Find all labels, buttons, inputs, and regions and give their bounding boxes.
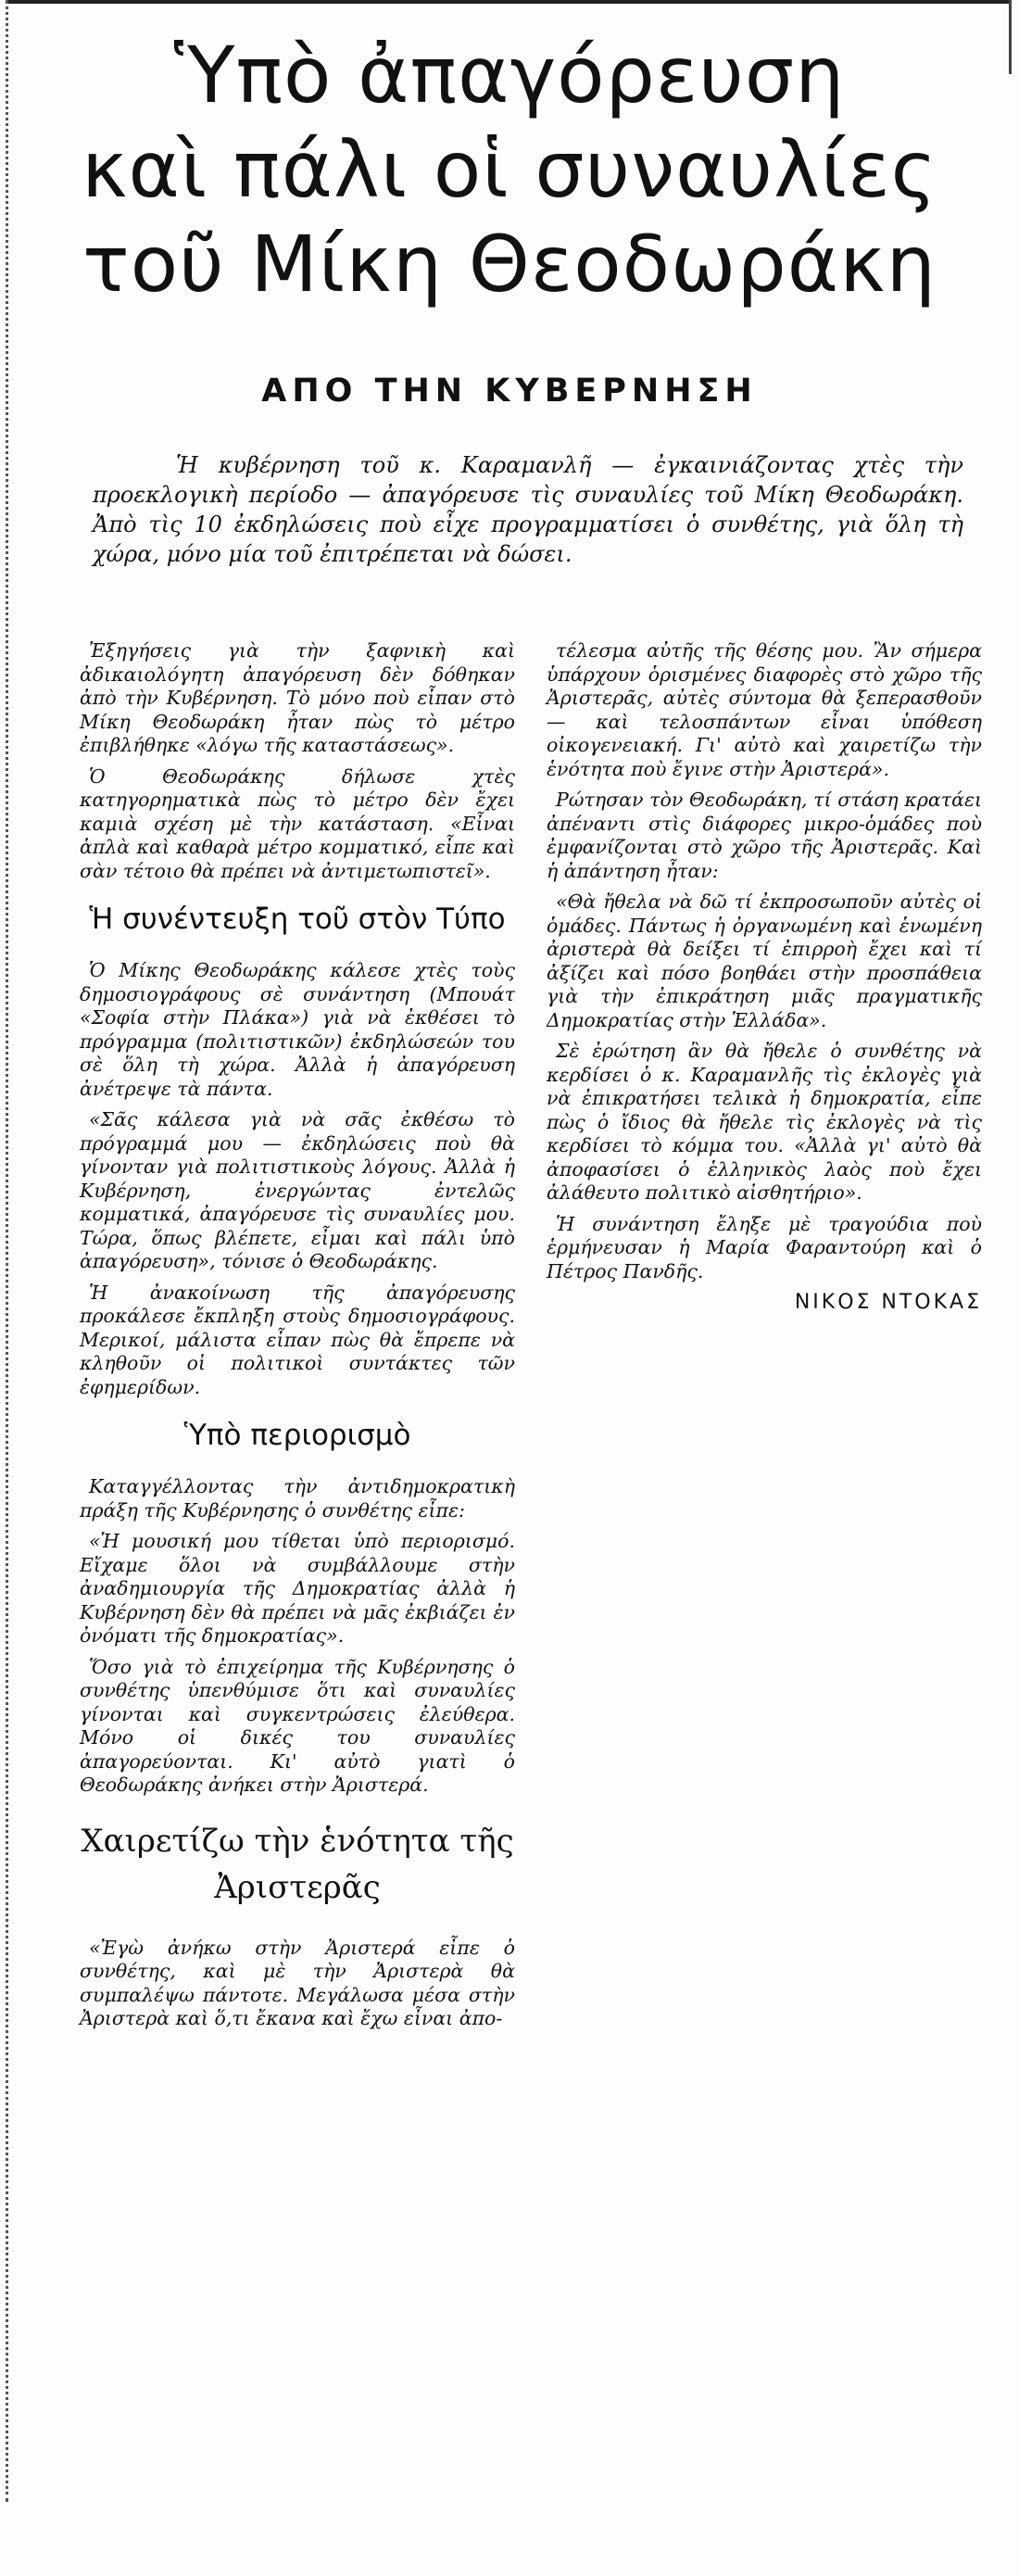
article-kicker: ΑΠΟ ΤΗΝ ΚΥΒΕΡΝΗΣΗ (261, 373, 758, 410)
left-paragraph-2: Ὁ Θεοδωράκης δήλωσε χτὲς κατηγορηματικὰ πὼς τὸ μέτρο δὲν ἔχει καμιὰ σχέση μὲ τὴν κατάσταση. «Εἶναι ἁπλὰ καὶ καθαρὰ μέτρο κομματικό, εἶπε καὶ σὰν τέτοιο θὰ πρέπει νὰ ἀντιμετωπιστεῖ». (80, 764, 515, 882)
left-paragraph-3: Ὁ Μίκης Θεοδωράκης κάλεσε χτὲς τοὺς δημοσιογράφους σὲ συνάντηση (Μπουάτ «Σοφία στὴν Πλάκα») γιὰ νὰ ἐκθέσει τὸ πρόγραμμα (πολιτιστικῶν) ἐκδηλώσεών του σὲ ὅλη τὴ χώρα. Ἀλλὰ ἡ ἀπαγόρευση ἀνέτρεψε τὰ πάντα. (80, 959, 515, 1100)
right-paragraph-4: Σὲ ἐρώτηση ἂν θὰ ἤθελε ὁ συνθέτης νὰ κερδίσει ὁ κ. Καραμανλῆς τὶς ἐκλογὲς γιὰ νὰ ἐπικρατήσει τελικὰ ἡ δημοκρατία, εἶπε πὼς ὁ ἴδιος θὰ ἤθελε τὶς ἐκλογὲς νὰ τὶς κερδίσει τὸ κόμμα του. «Ἀλλὰ γι' αὐτὸ θὰ ἀποφασίσει ὁ ἑλληνικὸς λαὸς ποὺ ἔχει ἀλάθευτο πολιτικὸ αἰσθητήριο». (547, 1040, 982, 1204)
headline-line-1: Ὑπὸ ἀπαγόρευση (173, 30, 846, 120)
left-paragraph-6: Καταγγέλλοντας τὴν ἀντιδημοκρατικὴ πράξη τῆς Κυβέρνησης ὁ συνθέτης εἶπε: (80, 1475, 515, 1522)
clipping-right-edge (1009, 0, 1012, 74)
left-paragraph-4: «Σᾶς κάλεσα γιὰ νὰ σᾶς ἐκθέσω τὸ πρόγραμμά μου — ἐκδηλώσεις ποὺ θὰ γίνονταν γιὰ πολιτιστικοὺς λόγους. Ἀλλὰ ἡ Κυβέρνηση, ἐνεργώντας ἐντελῶς κομματικά, ἀπαγόρευσε τὶς συναυλίες μου. Τώρα, ὅπως βλέπετε, εἶμαι καὶ πάλι ὑπὸ ἀπαγόρευση», τόνισε ὁ Θεοδωράκης. (80, 1108, 515, 1272)
subheading-left-unity: Χαιρετίζω τὴν ἑνότητα τῆς Ἀριστερᾶς (81, 1822, 514, 1906)
left-paragraph-5: Ἡ ἀνακοίνωση τῆς ἀπαγόρευσης προκάλεσε ἔκπληξη στοὺς δημοσιογράφους. Μερικοί, μάλιστα εἶπαν πὼς θὰ ἔπρεπε νὰ κληθοῦν οἱ πολιτικοὶ συντάκτες τῶν ἐφημερίδων. (80, 1281, 515, 1398)
article-headline (37, 28, 982, 311)
left-paragraph-7: «Ἡ μουσική μου τίθεται ὑπὸ περιορισμό. Εἴχαμε ὅλοι νὰ συμβάλλουμε στὴν ἀναδημιουργία τῆς Δημοκρατίας ἀλλὰ ἡ Κυβέρνηση δὲν θὰ πρέπει νὰ μᾶς ἐκβιάζει ἐν ὀνόματι τῆς δημοκρατίας». (80, 1530, 515, 1647)
right-paragraph-2: Ρώτησαν τὸν Θεοδωράκη, τί στάση κρατάει ἀπέναντι στὶς διάφορες μικρο-ὁμάδες ποὺ ἐμφανίζονται στὸ χῶρο τῆς Ἀριστερᾶς. Καὶ ἡ ἀπάντηση ἦταν: (547, 789, 982, 882)
left-column (80, 639, 515, 2039)
left-paragraph-9: «Ἐγὼ ἀνήκω στὴν Ἀριστερά εἶπε ὁ συνθέτης, καὶ μὲ τὴν Ἀριστερὰ θὰ συμπαλέψω πάντοτε. Μεγάλωσα μέσα στὴν Ἀριστερὰ καὶ ὅ,τι ἔκανα καὶ ἔχω εἶναι ἀπο- (80, 1936, 515, 2029)
author-byline: ΝΙΚΟΣ ΝΤΟΚΑΣ (794, 1291, 982, 1314)
right-column (547, 639, 982, 1315)
left-paragraph-1: Ἐξηγήσεις γιὰ τὴν ξαφνικὴ καὶ ἀδικαιολόγητη ἀπαγόρευση δὲν δόθηκαν ἀπὸ τὴν Κυβέρνηση. Τὸ μόνο ποὺ εἶπαν στὸ Μίκη Θεοδωράκη ἦταν πὼς τὸ μέτρο ἐπιβλήθηκε «λόγω τῆς καταστάσεως». (80, 639, 515, 756)
right-paragraph-1: τέλεσμα αὐτῆς τῆς θέσης μου. Ἂν σήμερα ὑπάρχουν ὁρισμένες διαφορὲς στὸ χῶρο τῆς Ἀριστερᾶς, αὐτὲς σύντομα θὰ ξεπερασθοῦν — καὶ τελοσπάντων εἶναι ὑπόθεση οἰκογενειακή. Γι' αὐτὸ καὶ χαιρετίζω τὴν ἑνότητα ποὺ ἔγινε στὴν Ἀριστερά». (547, 639, 982, 780)
right-paragraph-3: «Θὰ ἤθελα νὰ δῶ τί ἐκπροσωποῦν αὐτὲς οἱ ὁμάδες. Πάντως ἡ ὀργανωμένη καὶ ἑνωμένη ἀριστερὰ θὰ δείξει τί ἐπιρροὴ ἔχει καὶ τί ἀξίζει καὶ πόσο βοηθάει στὴν προσπάθεια γιὰ τὴν ἐπικράτηση μιᾶς πραγματικῆς Δημοκρατίας στὴν Ἑλλάδα». (547, 890, 982, 1031)
headline-line-3: τοῦ Μίκη Θεοδωράκη (82, 219, 937, 309)
article-lead: Ἡ κυβέρνηση τοῦ κ. Καραμανλῆ — ἐγκαινιάζοντας χτὲς τὴν προεκλογικὴ περίοδο — ἀπαγόρευσε τὶς συναυλίες τοῦ Μίκη Θεοδωράκη. Ἀπὸ τὶς 10 ἐκδηλώσεις ποὺ εἶχε προγραμματίσει ὁ συνθέτης, γιὰ ὅλη τὴ χώρα, μόνο μία τοῦ ἐπιτρέπεται νὰ δώσει. (93, 452, 963, 567)
right-paragraph-5: Ἡ συνάντηση ἔληξε μὲ τραγούδια ποὺ ἑρμήνευσαν ἡ Μαρία Φαραντούρη καὶ ὁ Πέτρος Πανδῆς. (547, 1212, 982, 1282)
clipping-top-rule (7, 0, 1012, 4)
subheading-press-conference: Ἡ συνέντευξη τοῦ στὸν Τύπο (89, 903, 506, 936)
subheading-restriction: Ὑπὸ περιορισμὸ (183, 1419, 411, 1452)
left-paragraph-8: Ὅσο γιὰ τὸ ἐπιχείρημα τῆς Κυβέρνησης ὁ συνθέτης ὑπενθύμισε ὅτι καὶ συναυλίες γίνονται καὶ συγκεντρώσεις ἐλεύθερα. Μόνο οἱ δικές του συναυλίες ἀπαγορεύονται. Κι' αὐτὸ γιατὶ ὁ Θεοδωράκης ἀνήκει στὴν Ἀριστερά. (80, 1655, 515, 1796)
headline-line-2: καὶ πάλι οἱ συναυλίες (82, 124, 937, 215)
